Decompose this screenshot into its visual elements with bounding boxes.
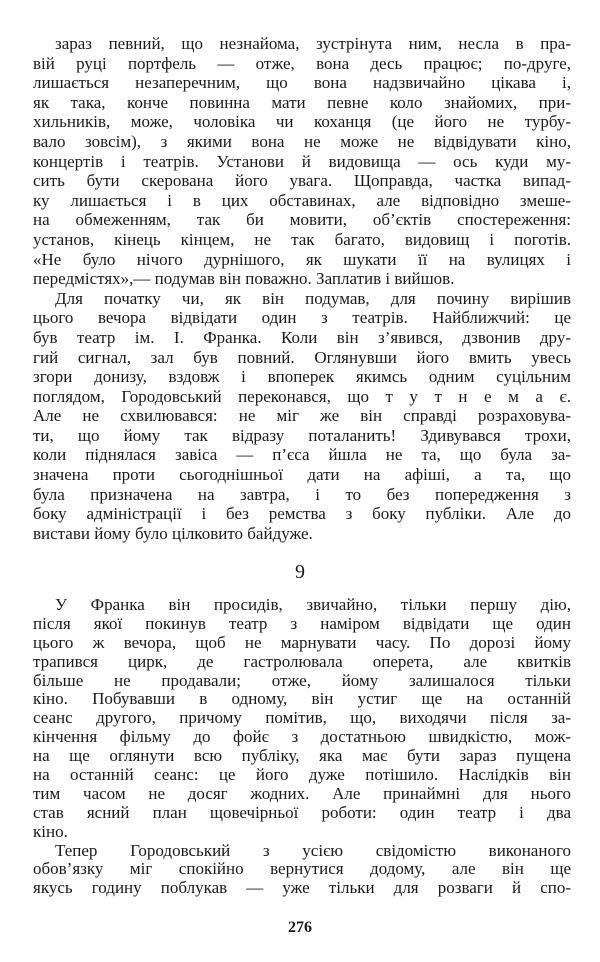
text-line: вій руці портфель — отже, вона десь працює; по-друге, [33, 53, 571, 73]
text-line: У Франка він просидів, звичайно, тільки першу дію, [55, 595, 571, 614]
text-line: передмістях»,— подумав він поважно. Заплатив і вийшов. [33, 269, 455, 289]
text-section-2 [33, 596, 571, 898]
paragraph [33, 596, 571, 842]
page-number: 276 [288, 919, 312, 936]
text-line: кінчення фільму до фойє з достатньою швидкістю, мож- [33, 727, 571, 747]
text-line: обов’язку міг спокійно вернутися додому, але він ще [33, 859, 571, 879]
text-line: ку лишається і в цих обставинах, але відповідно змеше- [33, 190, 571, 210]
text-line: гий сигнал, зал був повний. Оглянувши його вмить увесь [33, 347, 571, 367]
text-line: ти, що йому так відразу поталанить! Здивувався трохи, [33, 425, 571, 445]
text-section-1 [33, 34, 571, 543]
paragraph [33, 289, 571, 544]
text-line: хильників, може, чоловіка чи коханця (це його не турбу- [33, 112, 571, 132]
text-line: «Не було нічого дурнішого, як шукати її на вулицях і [33, 249, 571, 269]
text-line: був театр ім. І. Франка. Коли він з’явився, дзвонив дру- [33, 327, 571, 347]
text-line: якусь годину поблукав — уже тільки для розваги й спо- [33, 878, 571, 898]
text-line: на останній сеанс: це його дуже потішило. Наслідків він [33, 765, 571, 785]
text-line: Але не схвилювався: не міг же він справді розраховува- [33, 406, 571, 426]
text-line: була призначена на завтра, і то без попередження з [33, 484, 571, 504]
text-line: лишається незаперечним, що вона надзвичайно цікава і, [33, 73, 571, 93]
text-line: боку адміністрації і без ремства з боку публіки. Але до [33, 504, 571, 524]
text-line: як така, конче повинна мати певне коло знайомих, при- [33, 92, 571, 112]
text-line: сить бути скерована його увага. Щоправда, частка випад- [33, 171, 571, 191]
text-line: більше не продавали; отже, йому залишалося тільки [33, 670, 571, 690]
paragraph [33, 842, 571, 899]
text-line: концертів і театрів. Установи й видовища — ось куди му- [33, 151, 571, 171]
text-line: трапився цирк, де гастролювала оперета, але квитків [33, 651, 571, 671]
text-line: після якої покинув театр з наміром відвідати ще один [33, 613, 571, 633]
text-line: став ясний план щовечірньої роботи: один театр і два [33, 802, 571, 822]
text-line: коли піднялася завіса — п’єса йшла не та, що була за- [33, 445, 571, 465]
text-line: кіно. [33, 821, 68, 841]
text-line: Тепер Городовський з усією свідомістю виконаного [55, 840, 571, 860]
text-line: зараз певний, що незнайома, зустрінута ним, несла в пра- [55, 34, 571, 53]
text-line: цього вечора відвідати один з театрів. Найближчий: це [33, 308, 571, 328]
text-line: вало зовсім), з якими вона не може не відвідувати кіно, [33, 131, 571, 151]
text-line: вистави йому було цілковито байдуже. [33, 523, 313, 543]
text-line: на обмеженням, так би мовити, об’єктів спостереження: [33, 210, 571, 230]
text-line: установ, кінець кінцем, не так багато, видовищ і поготів. [33, 229, 571, 249]
text-line: кіно. Побувавши в одному, він устиг ще на останній [33, 689, 571, 709]
text-line: згори донизу, вздовж і впоперек якимсь одним суцільним [33, 367, 571, 387]
paragraph [33, 34, 571, 289]
text-line: на ще оглянути всю публіку, яка має бути зараз пущена [33, 746, 571, 766]
chapter-heading: 9 [295, 561, 305, 583]
text-line: цього ж вечора, щоб не марнувати часу. По дорозі йому [33, 632, 571, 652]
text-line: поглядом, Городовський переконався, що т у т н е м а є. [33, 386, 571, 406]
text-line: тим часом не досяг жодних. Але принаймні для нього [33, 783, 571, 803]
text-line: Для початку чи, як він подумав, для почину вирішив [55, 288, 571, 308]
text-line: сеанс другого, причому помітив, що, виходячи після за- [33, 708, 571, 728]
text-line: значена проти сьогоднішньої дати на афіші, а та, що [33, 465, 571, 485]
